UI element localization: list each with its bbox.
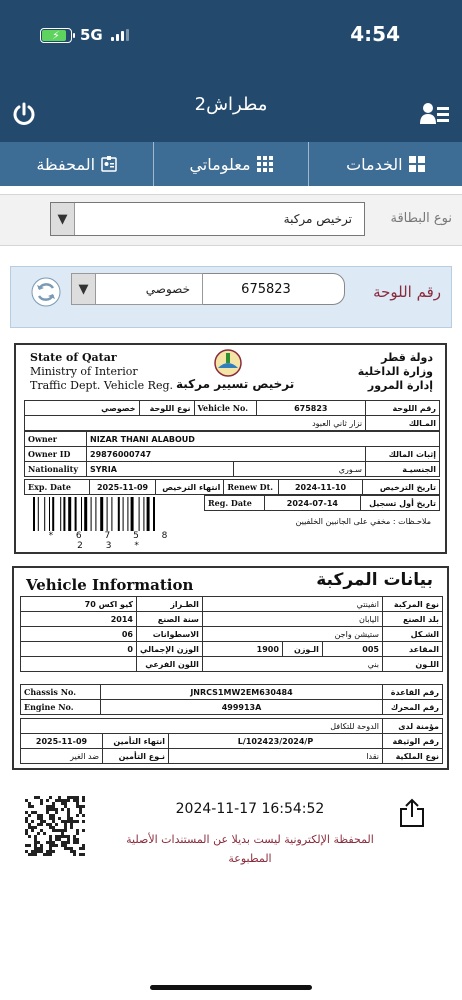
plate-type-label: نوع اللوحة <box>139 401 194 416</box>
license-grid-owner <box>24 431 440 477</box>
table-row <box>25 401 440 416</box>
status-time: 4:54 <box>350 22 400 46</box>
owner-name-ar: نزار ثاني العبود <box>25 416 366 431</box>
reg-date-label-ar: تاريخ أول تسجيل <box>360 496 439 511</box>
barcode-icon <box>33 497 193 531</box>
timestamp: 2024-11-17 16:54:52 <box>175 801 325 817</box>
ownership-type-label: نوع الملكية <box>383 749 443 764</box>
table-row <box>25 462 440 477</box>
table-row <box>21 749 443 764</box>
state-label-ar: دولة قطر <box>381 351 433 364</box>
renew-date-label-ar: تاريخ الترخيص <box>362 480 439 495</box>
id-card-icon <box>101 156 117 172</box>
reg-date-label: Reg. Date <box>205 496 265 511</box>
model-value: كيو اكس 70 <box>21 597 137 612</box>
insurer-label: مؤمنة لدى <box>383 719 443 734</box>
chassis-label: Chassis No. <box>21 685 101 700</box>
card-type-select[interactable] <box>50 202 365 236</box>
chevron-down-icon: ▼ <box>72 274 96 304</box>
color-value: بني <box>202 657 382 672</box>
shape-value: ستيشن واجن <box>202 627 382 642</box>
shape-label: الشـكل <box>383 627 443 642</box>
dots-grid-icon <box>257 156 273 172</box>
exp-date-label-ar: انتهاء الترخيص <box>156 480 224 495</box>
network-label: 5G <box>80 26 103 44</box>
table-row <box>205 496 440 511</box>
vehicle-license-card <box>14 343 447 554</box>
weight-value: 1900 <box>202 642 282 657</box>
user-list-icon[interactable] <box>420 102 450 126</box>
subcolor-label: اللون الفرعي <box>137 657 203 672</box>
color-label: اللـون <box>383 657 443 672</box>
dept-label-ar: إدارة المرور <box>367 379 433 392</box>
plate-no-label: رقم اللوحة <box>366 401 440 416</box>
vehicle-grid-insurance <box>20 718 443 764</box>
table-row <box>21 685 443 700</box>
year-label: سنة الصنع <box>137 612 203 627</box>
table-row <box>21 734 443 749</box>
license-grid-reg <box>204 495 440 511</box>
table-row <box>25 432 440 447</box>
seats-label: المقاعد <box>383 642 443 657</box>
owner-label-ar: المـالك <box>366 416 440 431</box>
owner-id-value: 29876000747 <box>87 447 366 462</box>
vehicle-info-title-ar: بيانات المركبة <box>316 570 433 590</box>
nationality-value-ar: سـوري <box>234 462 366 477</box>
vehicle-grid-main <box>20 596 443 672</box>
signal-icon <box>111 29 129 41</box>
ownership-type-value: نقدا <box>169 749 383 764</box>
grid-icon <box>409 156 425 172</box>
cylinders-value: 06 <box>21 627 137 642</box>
renew-date-value: 2024-11-10 <box>279 480 362 495</box>
make-label: نوع المركبة <box>383 597 443 612</box>
dept-label: Traffic Dept. Vehicle Reg. <box>30 379 173 392</box>
exp-date-value: 2025-11-09 <box>89 480 156 495</box>
cylinders-label: الاسطوانات <box>137 627 203 642</box>
ministry-label-ar: وزارة الداخلية <box>357 365 433 378</box>
license-grid-top <box>24 400 440 431</box>
chassis-value: JNRCS1MW2EM630484 <box>101 685 383 700</box>
gross-weight-value: 0 <box>21 642 137 657</box>
insurance-expiry-label: انتهاء التأمين <box>103 734 169 749</box>
insurer-value: الدوحة للتكافل <box>21 719 383 734</box>
tab-bar <box>0 142 462 186</box>
home-indicator[interactable] <box>150 985 312 990</box>
nationality-value: SYRIA <box>87 462 234 477</box>
owner-name-en: NIZAR THANI ALABOUD <box>87 432 440 447</box>
tab-services-label: الخدمات <box>346 154 403 174</box>
vehicle-no-label: Vehicle No. <box>194 401 256 416</box>
license-header-ar <box>358 351 433 393</box>
vehicle-info-card <box>12 566 449 770</box>
qr-code-icon[interactable] <box>25 796 85 856</box>
engine-label-ar: رقم المحرك <box>383 700 443 715</box>
nationality-label: Nationality <box>25 462 87 477</box>
card-type-value: ترخيص مركبة <box>283 212 352 226</box>
insurance-expiry-value: 2025-11-09 <box>21 734 103 749</box>
engine-label: Engine No. <box>21 700 101 715</box>
table-row <box>21 642 443 657</box>
table-row <box>21 657 443 672</box>
app-title: مطراش2 <box>194 94 268 115</box>
app-bar <box>0 72 462 142</box>
share-icon[interactable] <box>398 798 426 828</box>
tab-wallet[interactable] <box>0 142 153 186</box>
table-row <box>21 719 443 734</box>
seats-value: 005 <box>322 642 382 657</box>
insurance-type-value: ضد الغير <box>21 749 103 764</box>
vehicle-grid-ids <box>20 684 443 715</box>
reg-date-value: 2024-07-14 <box>264 496 360 511</box>
ministry-label: Ministry of Interior <box>30 365 138 378</box>
card-type-row <box>0 194 462 246</box>
make-value: انفينتي <box>202 597 382 612</box>
disclaimer-note: المحفظة الإلكترونية ليست بديلا عن المستندات الأصلية المطبوعة <box>126 833 374 865</box>
owner-id-label-ar: إثبات المالك <box>366 447 440 462</box>
table-row <box>21 612 443 627</box>
table-row <box>21 700 443 715</box>
remarks-value: مخفي على الجانبين الخلفيين <box>295 517 391 526</box>
status-bar <box>0 0 462 72</box>
table-row <box>25 416 440 431</box>
country-value: اليابان <box>202 612 382 627</box>
tab-my-info-label: معلوماتي <box>189 154 251 174</box>
chassis-label-ar: رقم القاعدة <box>383 685 443 700</box>
renew-date-label: Renew Dt. <box>224 480 279 495</box>
qatar-emblem-icon <box>208 348 248 378</box>
status-indicators <box>40 26 129 44</box>
exp-date-label: Exp. Date <box>25 480 90 495</box>
weight-label: الـوزن <box>282 642 322 657</box>
table-row <box>21 627 443 642</box>
chevron-down-icon: ▼ <box>51 203 75 235</box>
table-row <box>25 480 440 495</box>
plate-type-select[interactable] <box>71 273 203 305</box>
table-row <box>25 447 440 462</box>
tab-my-info[interactable] <box>153 142 307 186</box>
license-header-en <box>30 351 173 393</box>
remarks <box>296 517 431 526</box>
plate-number-input[interactable]: 675823 <box>187 273 345 305</box>
policy-label: رقم الوثيقة <box>383 734 443 749</box>
insurance-type-label: نـوع التأمين <box>103 749 169 764</box>
refresh-icon[interactable] <box>31 277 61 307</box>
year-value: 2014 <box>21 612 137 627</box>
plate-type-value-cell: خصوصي <box>25 401 140 416</box>
country-label: بلد الصنع <box>383 612 443 627</box>
license-title-ar: ترخيص تسيير مركبة <box>176 377 295 391</box>
vehicle-info-title-en: Vehicle Information <box>26 576 194 594</box>
plate-no-value: 675823 <box>256 401 366 416</box>
owner-id-label: Owner ID <box>25 447 87 462</box>
table-row <box>21 597 443 612</box>
card-type-label: نوع البطاقة <box>390 211 452 226</box>
engine-value: 499913A <box>101 700 383 715</box>
battery-charging-icon: ⚡ <box>40 28 72 43</box>
model-label: الطـراز <box>137 597 203 612</box>
plate-panel <box>10 266 452 328</box>
policy-value: L/102423/2024/P <box>169 734 383 749</box>
subcolor-value <box>21 657 137 672</box>
nationality-label-ar: الجنسيـة <box>366 462 440 477</box>
barcode-text: * 6 7 5 8 2 3 * <box>48 531 178 551</box>
plate-label: رقم اللوحة <box>373 283 441 301</box>
remarks-label: ملاحـظات : <box>392 517 431 526</box>
tab-services[interactable] <box>308 142 462 186</box>
plate-type-value: خصوصي <box>145 282 190 296</box>
license-grid-dates <box>24 479 440 495</box>
state-label: State of Qatar <box>30 351 117 364</box>
owner-label-en: Owner <box>25 432 87 447</box>
tab-wallet-label: المحفظة <box>36 154 96 174</box>
gross-weight-label: الوزن الإجمالي <box>137 642 203 657</box>
